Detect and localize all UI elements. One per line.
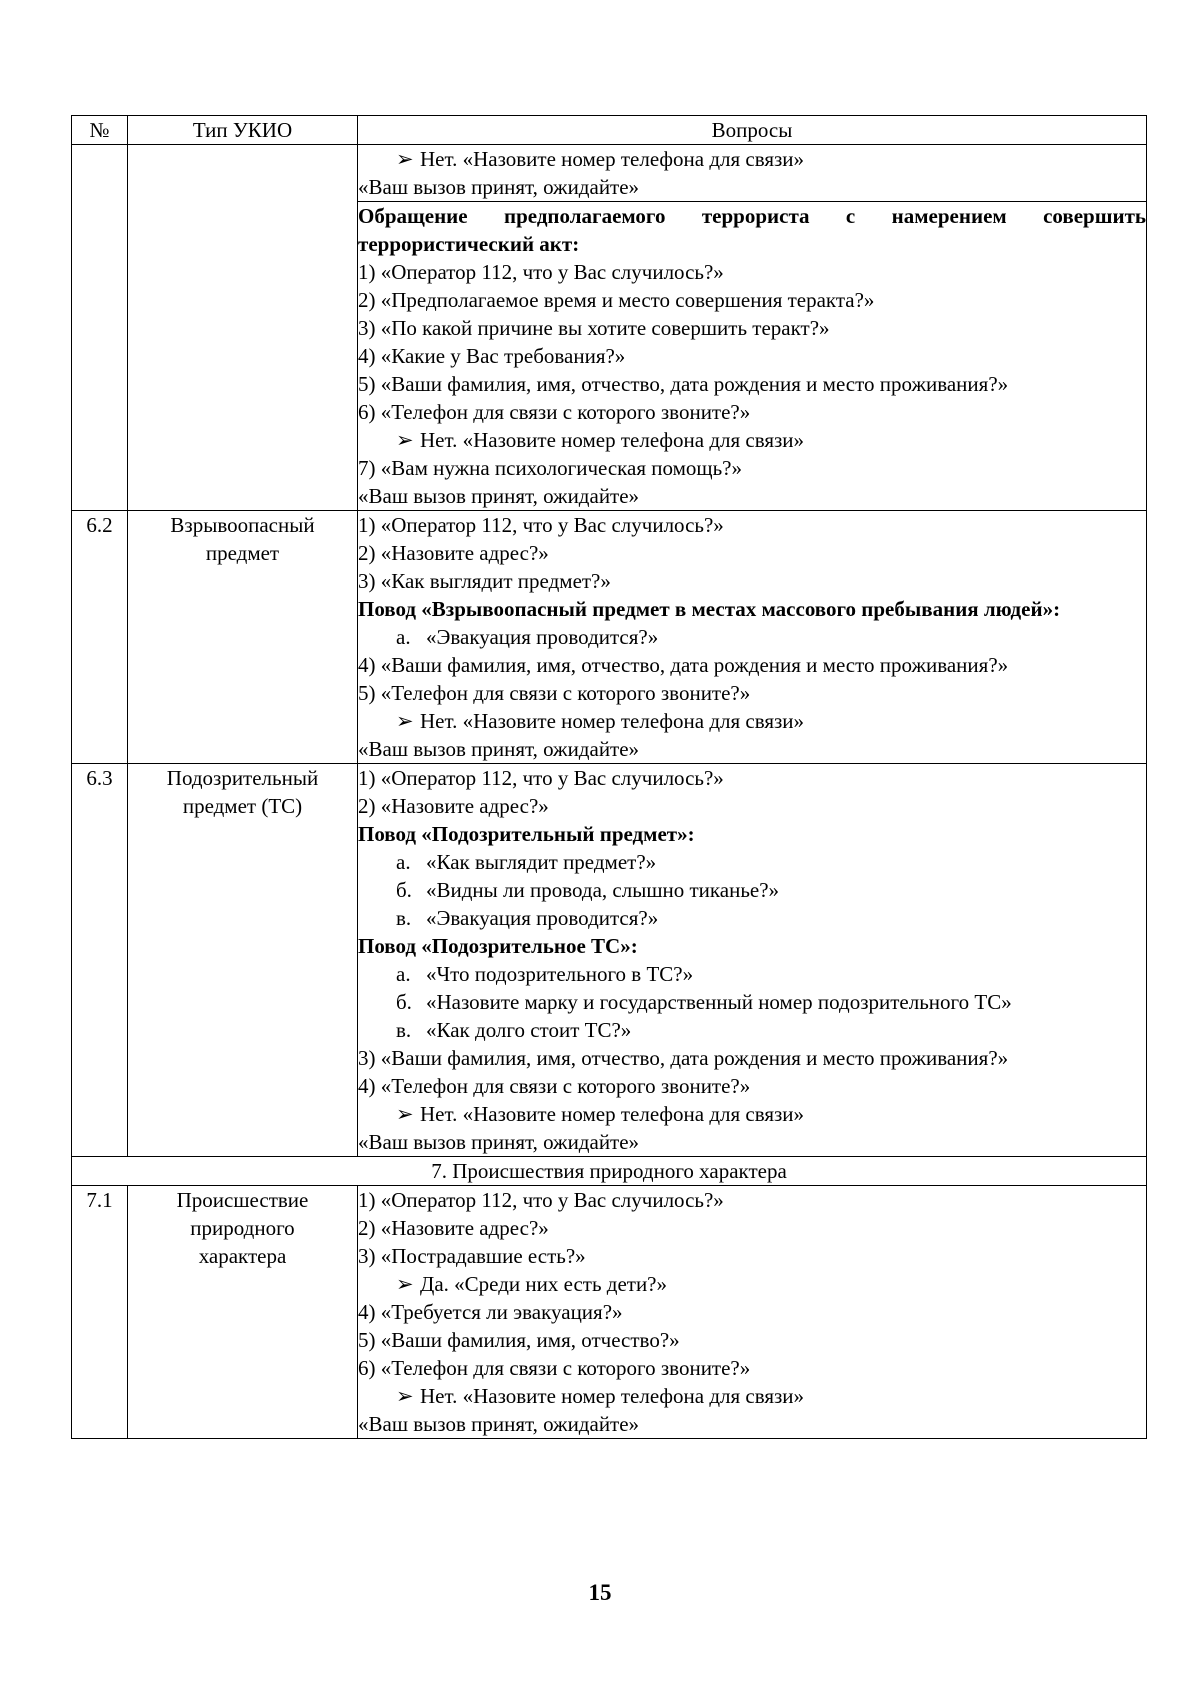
- reason-heading: Повод «Подозрительный предмет»:: [358, 822, 695, 846]
- row-number: 6.3: [72, 764, 128, 1157]
- list-item: 2) «Предполагаемое время и место совершения теракта?»: [358, 288, 875, 312]
- type-cell-empty: [128, 145, 358, 511]
- list-item: «Ваш вызов принят, ожидайте»: [358, 737, 640, 761]
- list-item: 5) «Ваши фамилия, имя, отчество?»: [358, 1328, 680, 1352]
- header-num: №: [72, 116, 128, 145]
- table-row: [72, 1186, 1147, 1439]
- list-item: 3) «Как выглядит предмет?»: [358, 569, 611, 593]
- list-item: «Ваш вызов принят, ожидайте»: [358, 484, 640, 508]
- header-questions: Вопросы: [358, 116, 1147, 145]
- list-item: б. «Видны ли провода, слышно тиканье?»: [396, 878, 780, 902]
- num-cell-empty: [72, 145, 128, 511]
- list-item: а. «Эвакуация проводится?»: [396, 625, 659, 649]
- list-item: ➢ Нет. «Назовите номер телефона для связи»: [396, 1102, 805, 1126]
- list-item: 4) «Требуется ли эвакуация?»: [358, 1300, 623, 1324]
- list-item: 4) «Ваши фамилия, имя, отчество, дата рождения и место проживания?»: [358, 653, 1009, 677]
- list-item: а. «Что подозрительного в ТС?»: [396, 962, 694, 986]
- section-title: 7. Происшествия природного характера: [72, 1157, 1147, 1186]
- list-item: 2) «Назовите адрес?»: [358, 794, 549, 818]
- questions-cell: [358, 145, 1147, 202]
- list-item: 6) «Телефон для связи с которого звоните?»: [358, 400, 751, 424]
- list-item: 6) «Телефон для связи с которого звоните?»: [358, 1356, 751, 1380]
- list-item: 7) «Вам нужна психологическая помощь?»: [358, 456, 742, 480]
- table-row: [72, 511, 1147, 764]
- list-item: 5) «Ваши фамилия, имя, отчество, дата рождения и место проживания?»: [358, 372, 1009, 396]
- questions-cell: [358, 1186, 1147, 1439]
- list-item: в. «Эвакуация проводится?»: [396, 906, 659, 930]
- table-row: [72, 145, 1147, 202]
- reason-heading: Повод «Подозрительное ТС»:: [358, 934, 638, 958]
- arrow-icon: ➢: [396, 428, 414, 452]
- list-item: 4) «Какие у Вас требования?»: [358, 344, 626, 368]
- arrow-icon: ➢: [396, 1272, 414, 1296]
- terror-heading: Обращение предполагаемого террориста с намерением совершить террористический акт:: [358, 204, 1146, 256]
- list-item: ➢ Нет. «Назовите номер телефона для связи»: [396, 1384, 805, 1408]
- list-item: 3) «По какой причине вы хотите совершить теракт?»: [358, 316, 830, 340]
- list-item: ➢ Нет. «Назовите номер телефона для связи»: [396, 709, 805, 733]
- list-item: ➢ Нет. «Назовите номер телефона для связи»: [396, 147, 805, 171]
- list-item: «Ваш вызов принят, ожидайте»: [358, 1412, 640, 1436]
- list-item: 3) «Пострадавшие есть?»: [358, 1244, 586, 1268]
- questions-cell: [358, 202, 1147, 511]
- list-item: «Ваш вызов принят, ожидайте»: [358, 175, 640, 199]
- ukio-type: Происшествие природного характера: [128, 1186, 358, 1439]
- ukio-type: Взрывоопасный предмет: [128, 511, 358, 764]
- list-item: 1) «Оператор 112, что у Вас случилось?»: [358, 1188, 724, 1212]
- list-item: 4) «Телефон для связи с которого звоните?»: [358, 1074, 751, 1098]
- list-item: 2) «Назовите адрес?»: [358, 541, 549, 565]
- list-item: 1) «Оператор 112, что у Вас случилось?»: [358, 766, 724, 790]
- questions-cell: [358, 511, 1147, 764]
- list-item: 1) «Оператор 112, что у Вас случилось?»: [358, 513, 724, 537]
- header-type: Тип УКИО: [128, 116, 358, 145]
- list-item: ➢ Нет. «Назовите номер телефона для связи»: [396, 428, 805, 452]
- row-number: 7.1: [72, 1186, 128, 1439]
- arrow-icon: ➢: [396, 147, 414, 171]
- list-item: в. «Как долго стоит ТС?»: [396, 1018, 632, 1042]
- list-item: 2) «Назовите адрес?»: [358, 1216, 549, 1240]
- table-header-row: [72, 116, 1147, 145]
- list-item: «Ваш вызов принят, ожидайте»: [358, 1130, 640, 1154]
- list-item: а. «Как выглядит предмет?»: [396, 850, 657, 874]
- arrow-icon: ➢: [396, 1384, 414, 1408]
- arrow-icon: ➢: [396, 709, 414, 733]
- list-item: 1) «Оператор 112, что у Вас случилось?»: [358, 260, 724, 284]
- questions-cell: [358, 764, 1147, 1157]
- row-number: 6.2: [72, 511, 128, 764]
- section-row: [72, 1157, 1147, 1186]
- list-item: ➢ Да. «Среди них есть дети?»: [396, 1272, 668, 1296]
- list-item: б. «Назовите марку и государственный номер подозрительного ТС»: [396, 990, 1012, 1014]
- table-row: [72, 764, 1147, 1157]
- arrow-icon: ➢: [396, 1102, 414, 1126]
- list-item: 5) «Телефон для связи с которого звоните?»: [358, 681, 751, 705]
- reason-heading: Повод «Взрывоопасный предмет в местах массового пребывания людей»:: [358, 597, 1061, 621]
- questions-table: [71, 115, 1147, 1439]
- page-number: 15: [588, 1580, 612, 1605]
- list-item: 3) «Ваши фамилия, имя, отчество, дата рождения и место проживания?»: [358, 1046, 1009, 1070]
- ukio-type: Подозрительный предмет (ТС): [128, 764, 358, 1157]
